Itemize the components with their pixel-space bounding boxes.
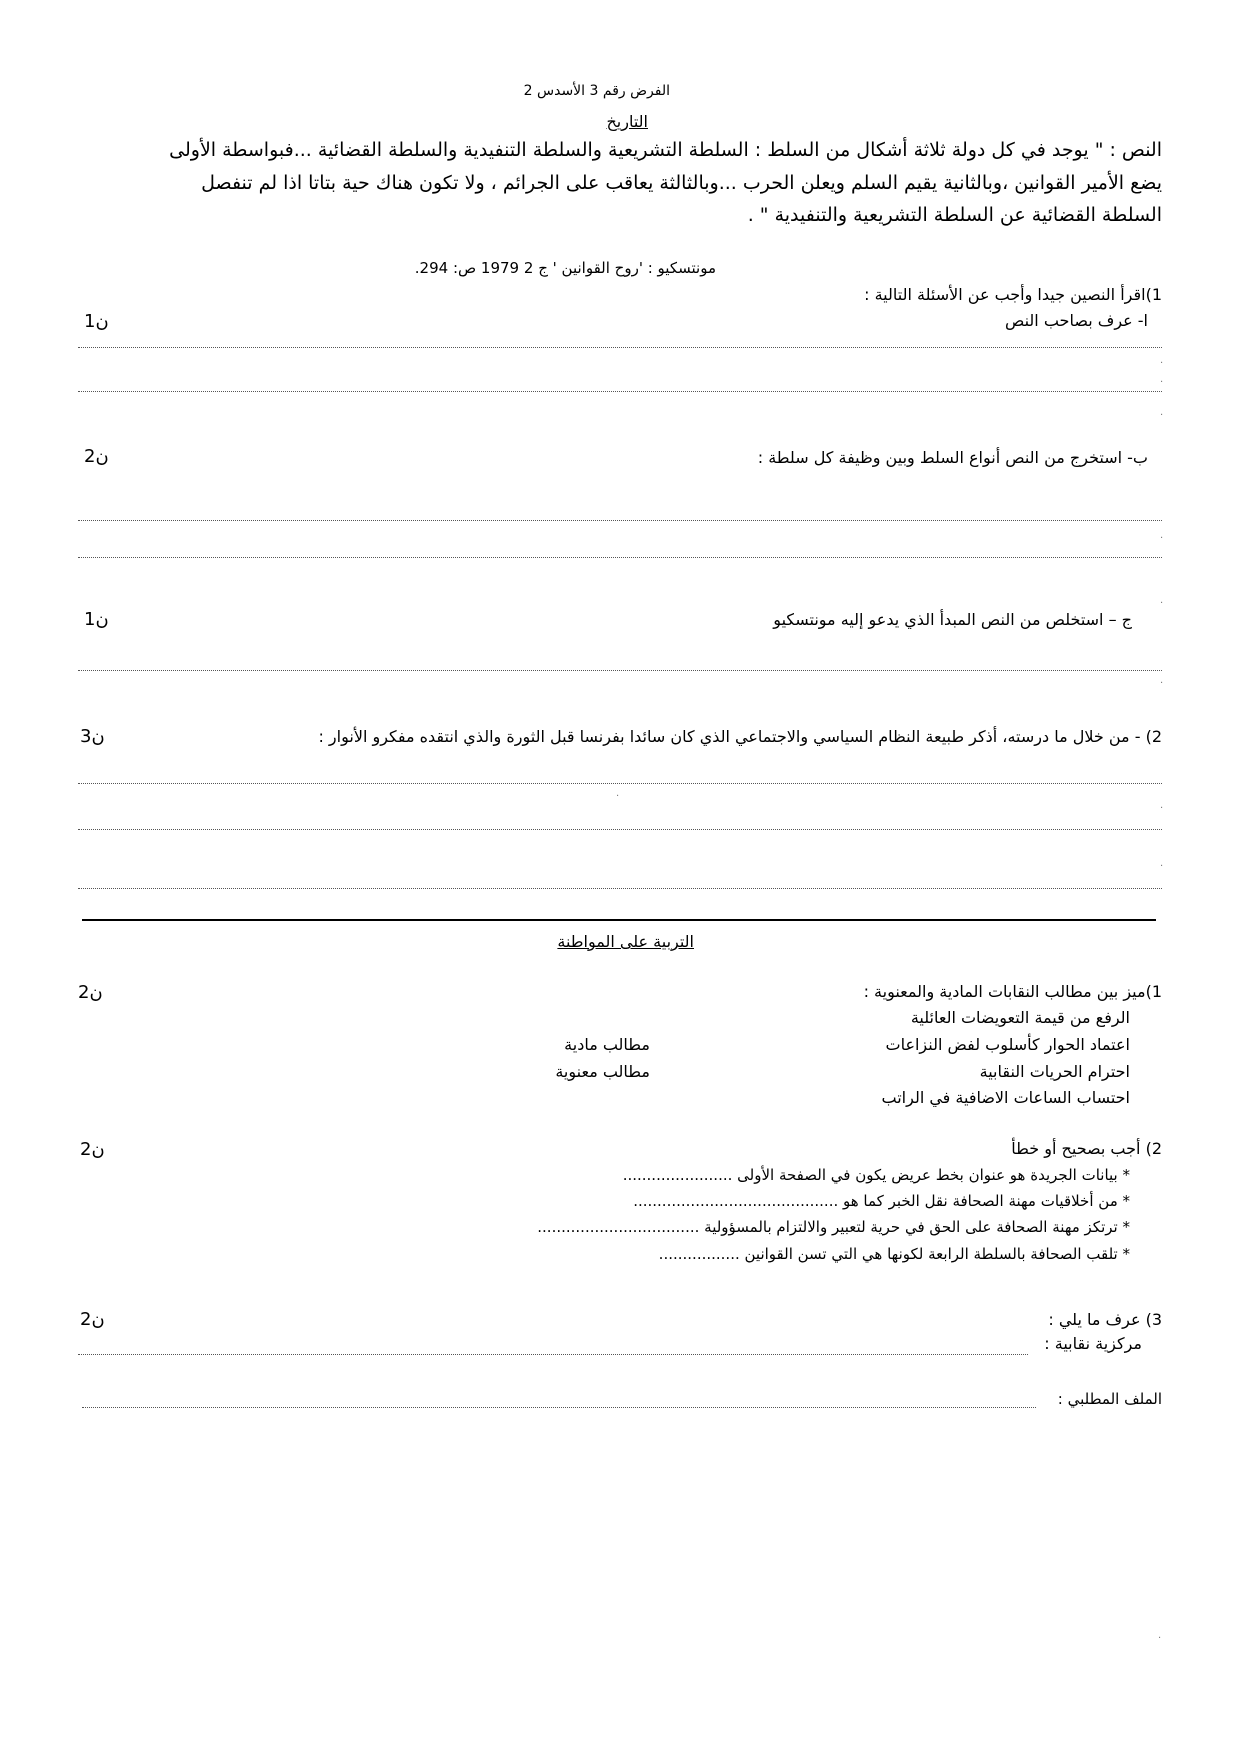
points-1b: 2ن — [84, 446, 109, 467]
demand-item: احترام الحريات النقابية — [979, 1062, 1130, 1081]
true-false-item: * ترتكز مهنة الصحافة على الحق في حرية لتعبير والالتزام بالمسؤولية .................................. — [537, 1218, 1130, 1236]
text-source: مونتسكيو : 'روح القوانين ' ج 2 1979 ص: 294. — [414, 259, 716, 277]
answer-line[interactable] — [78, 829, 1162, 830]
section-title-history: التاريخ — [606, 112, 648, 131]
points-1c: 1ن — [84, 609, 109, 630]
answer-line[interactable] — [82, 1407, 1036, 1408]
true-false-item: * تلقب الصحافة بالسلطة الرابعة لكونها هي التي تسن القوانين ................. — [658, 1245, 1130, 1263]
civics-question-3: 3) عرف ما يلي : — [1048, 1310, 1162, 1329]
term-demand-file: الملف المطلبي : — [1057, 1390, 1162, 1408]
true-false-item: * من أخلاقيات مهنة الصحافة نقل الخبر كما هو ........................................... — [633, 1192, 1130, 1210]
question-2: 2) - من خلال ما درسته، أذكر طبيعة النظام السياسي والاجتماعي الذي كان سائدا بفرنسا قبل الثورة والذي انتقده مفكرو الأنوار : — [318, 727, 1162, 746]
text-line-3: السلطة القضائية عن السلطة التشريعية والتنفيدية " . — [747, 204, 1162, 226]
points-1a: 1ن — [84, 311, 109, 332]
category-material: مطالب مادية — [564, 1035, 650, 1054]
answer-line[interactable] — [78, 670, 1162, 671]
question-1-intro: 1)اقرأ النصين جيدا وأجب عن الأسئلة التالية : — [864, 285, 1162, 304]
points-civics-3: 2ن — [80, 1309, 105, 1330]
demand-item: احتساب الساعات الاضافية في الراتب — [881, 1088, 1130, 1107]
answer-line[interactable] — [78, 520, 1162, 521]
category-moral: مطالب معنوية — [555, 1062, 650, 1081]
answer-line[interactable] — [78, 391, 1162, 392]
true-false-item: * بيانات الجريدة هو عنوان بخط عريض يكون في الصفحة الأولى ....................... — [622, 1166, 1130, 1184]
answer-line[interactable] — [78, 347, 1162, 348]
text-line-1: النص : " يوجد في كل دولة ثلاثة أشكال من السلط : السلطة التشريعية والسلطة التنفيدية والسلطة القضائية ...فبواسطة الأولى — [169, 139, 1162, 161]
demand-item: اعتماد الحوار كأسلوب لفض النزاعات — [885, 1035, 1130, 1054]
points-2: 3ن — [80, 726, 105, 747]
points-civics-1: 2ن — [78, 982, 103, 1003]
term-union-center: مركزية نقابية : — [1044, 1334, 1142, 1353]
civics-question-2: 2) أجب بصحيح أو خطأ — [1011, 1139, 1162, 1158]
question-1c: ج – استخلص من النص المبدأ الذي يدعو إليه مونتسكيو — [773, 610, 1132, 629]
answer-line[interactable] — [78, 1354, 1028, 1355]
section-title-civics: التربية على المواطنة — [557, 932, 694, 951]
answer-line[interactable] — [78, 557, 1162, 558]
question-1a: ا- عرف بصاحب النص — [1005, 311, 1148, 330]
answer-line[interactable] — [78, 783, 1162, 784]
question-1b: ب- استخرج من النص أنواع السلط وبين وظيفة كل سلطة : — [757, 448, 1148, 467]
answer-line[interactable] — [78, 888, 1162, 889]
exam-title: الفرض رقم 3 الأسدس 2 — [523, 83, 670, 99]
demand-item: الرفع من قيمة التعويضات العائلية — [910, 1008, 1130, 1027]
text-line-2: يضع الأمير القوانين ،وبالثانية يقيم السلم ويعلن الحرب ...وبالثالثة يعاقب على الجرائم ، ولا تكون هناك حية بتاتا اذا لم تنفصل — [201, 172, 1162, 194]
civics-question-1: 1)ميز بين مطالب النقابات المادية والمعنوية : — [863, 982, 1162, 1001]
section-separator — [82, 919, 1156, 921]
points-civics-2: 2ن — [80, 1139, 105, 1160]
